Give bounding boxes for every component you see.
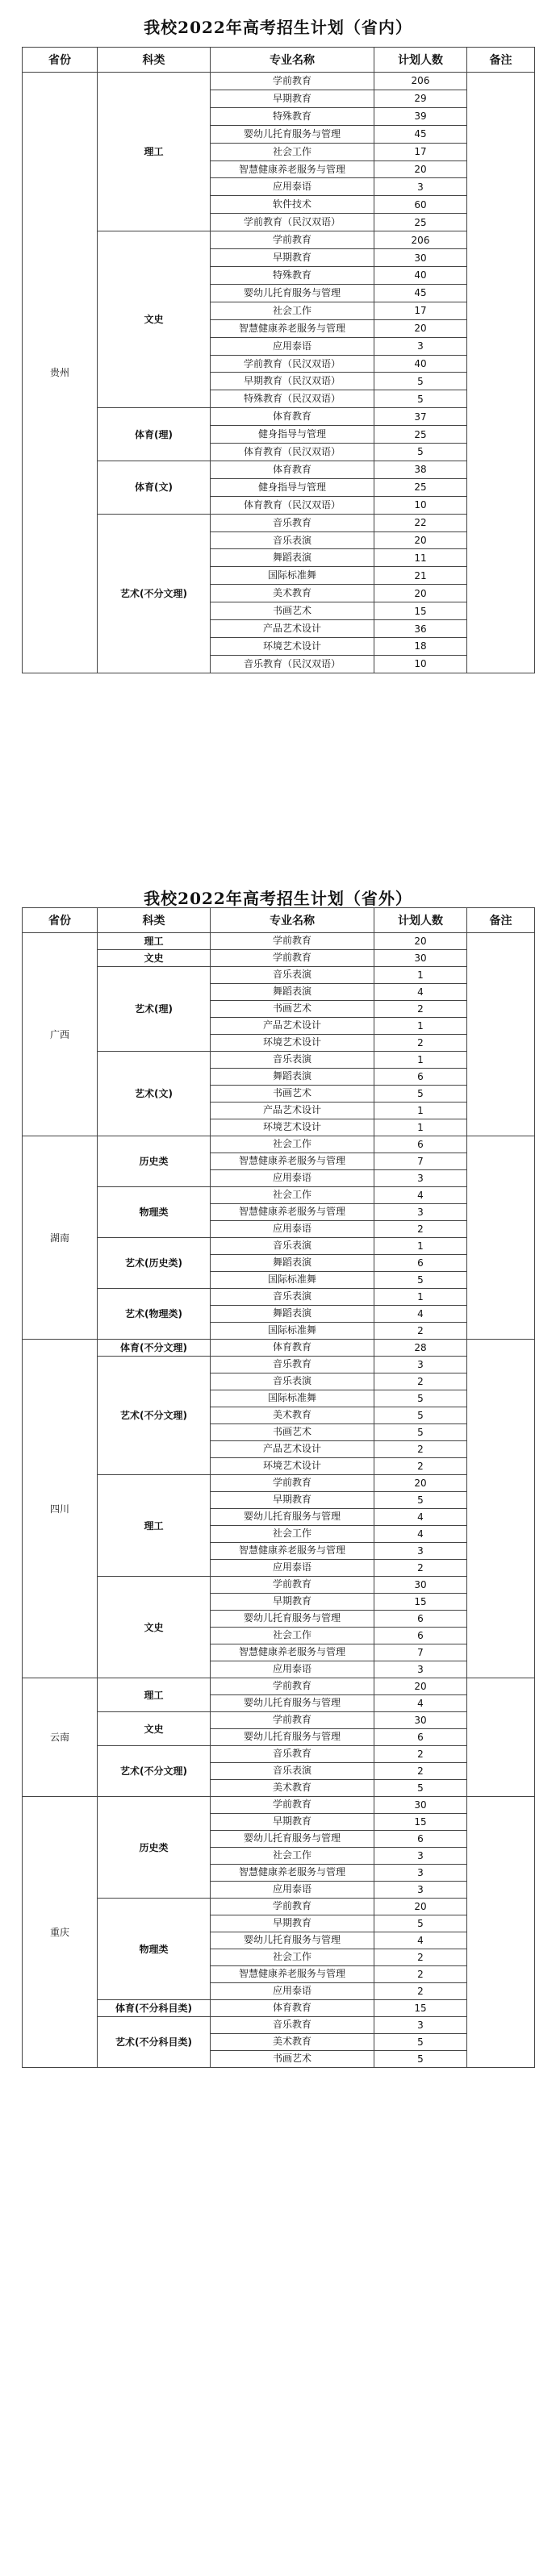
- subject-cell: 理工: [98, 1678, 211, 1712]
- count-cell: 5: [374, 1272, 467, 1289]
- count-cell: 11: [374, 549, 467, 567]
- table-row: [23, 514, 535, 531]
- count-cell: 37: [374, 408, 467, 426]
- count-cell: 5: [374, 1424, 467, 1441]
- major-cell: 应用泰语: [211, 1983, 374, 2000]
- count-cell: 2: [374, 1001, 467, 1018]
- count-cell: 3: [374, 1848, 467, 1865]
- count-cell: 30: [374, 1577, 467, 1594]
- note-cell: [467, 73, 535, 673]
- count-cell: 6: [374, 1729, 467, 1746]
- major-cell: 社会工作: [211, 1848, 374, 1865]
- major-cell: 产品艺术设计: [211, 1103, 374, 1119]
- count-cell: 2: [374, 1949, 467, 1966]
- major-cell: 软件技术: [211, 196, 374, 214]
- province-cell: 贵州: [23, 73, 98, 673]
- subject-cell: 艺术(历史类): [98, 1238, 211, 1289]
- count-cell: 6: [374, 1136, 467, 1153]
- province-cell: 广西: [23, 933, 98, 1136]
- count-cell: 15: [374, 2000, 467, 2017]
- subject-cell: 理工: [98, 73, 211, 231]
- subject-cell: 物理类: [98, 1899, 211, 2000]
- header-row: [23, 908, 535, 933]
- major-cell: 学前教育: [211, 231, 374, 249]
- major-cell: 社会工作: [211, 1949, 374, 1966]
- count-cell: 2: [374, 1221, 467, 1238]
- major-cell: 舞蹈表演: [211, 1069, 374, 1086]
- count-cell: 6: [374, 1611, 467, 1628]
- count-cell: 3: [374, 1204, 467, 1221]
- count-cell: 20: [374, 1899, 467, 1915]
- subject-cell: 理工: [98, 1475, 211, 1577]
- subject-cell: 体育(文): [98, 461, 211, 514]
- major-cell: 社会工作: [211, 1136, 374, 1153]
- count-cell: 2: [374, 1441, 467, 1458]
- count-cell: 45: [374, 284, 467, 302]
- table-row: [23, 1289, 535, 1306]
- major-cell: 书画艺术: [211, 2051, 374, 2068]
- major-cell: 学前教育: [211, 950, 374, 967]
- header-row: [23, 48, 535, 73]
- major-cell: 早期教育（民汉双语）: [211, 373, 374, 390]
- count-cell: 6: [374, 1831, 467, 1848]
- section-title: 我校2022年高考招生计划（省内）: [144, 18, 412, 37]
- count-cell: 5: [374, 1492, 467, 1509]
- count-cell: 40: [374, 266, 467, 284]
- major-cell: 舞蹈表演: [211, 1255, 374, 1272]
- major-cell: 健身指导与管理: [211, 478, 374, 496]
- count-cell: 2: [374, 1983, 467, 2000]
- major-cell: 国际标准舞: [211, 1390, 374, 1407]
- major-cell: 应用泰语: [211, 1170, 374, 1187]
- note-cell: [467, 1678, 535, 1797]
- major-cell: 社会工作: [211, 143, 374, 160]
- header-count: 计划人数: [374, 48, 467, 73]
- major-cell: 音乐表演: [211, 1238, 374, 1255]
- count-cell: 39: [374, 107, 467, 125]
- count-cell: 2: [374, 1323, 467, 1340]
- major-cell: 学前教育: [211, 1475, 374, 1492]
- major-cell: 环境艺术设计: [211, 1035, 374, 1052]
- major-cell: 音乐教育: [211, 1357, 374, 1373]
- count-cell: 3: [374, 1661, 467, 1678]
- subject-cell: 历史类: [98, 1797, 211, 1899]
- header-major: 专业名称: [211, 48, 374, 73]
- major-cell: 音乐教育（民汉双语）: [211, 655, 374, 673]
- major-cell: 国际标准舞: [211, 567, 374, 585]
- count-cell: 1: [374, 1119, 467, 1136]
- count-cell: 15: [374, 1814, 467, 1831]
- major-cell: 体育教育: [211, 461, 374, 478]
- major-cell: 婴幼儿托育服务与管理: [211, 1695, 374, 1712]
- province-cell: 重庆: [23, 1797, 98, 2068]
- count-cell: 2: [374, 1035, 467, 1052]
- major-cell: 早期教育: [211, 1492, 374, 1509]
- major-cell: 音乐表演: [211, 1763, 374, 1780]
- count-cell: 30: [374, 1797, 467, 1814]
- count-cell: 3: [374, 1170, 467, 1187]
- major-cell: 书画艺术: [211, 1424, 374, 1441]
- count-cell: 20: [374, 531, 467, 549]
- major-cell: 婴幼儿托育服务与管理: [211, 1611, 374, 1628]
- count-cell: 17: [374, 302, 467, 319]
- major-cell: 智慧健康养老服务与管理: [211, 1153, 374, 1170]
- subject-cell: 体育(不分科目类): [98, 2000, 211, 2017]
- count-cell: 20: [374, 319, 467, 337]
- table-row: [23, 1899, 535, 1915]
- major-cell: 学前教育: [211, 1899, 374, 1915]
- major-cell: 应用泰语: [211, 178, 374, 196]
- count-cell: 4: [374, 984, 467, 1001]
- header-subject: 科类: [98, 908, 211, 933]
- count-cell: 4: [374, 1695, 467, 1712]
- major-cell: 智慧健康养老服务与管理: [211, 1644, 374, 1661]
- count-cell: 4: [374, 1187, 467, 1204]
- count-cell: 38: [374, 461, 467, 478]
- count-cell: 22: [374, 514, 467, 531]
- major-cell: 早期教育: [211, 249, 374, 267]
- header-note: 备注: [467, 48, 535, 73]
- major-cell: 早期教育: [211, 90, 374, 107]
- table-row: [23, 231, 535, 249]
- subject-cell: 文史: [98, 231, 211, 408]
- subject-cell: 艺术(不分文理): [98, 514, 211, 673]
- major-cell: 音乐教育: [211, 514, 374, 531]
- count-cell: 20: [374, 585, 467, 602]
- count-cell: 10: [374, 496, 467, 514]
- count-cell: 21: [374, 567, 467, 585]
- count-cell: 2: [374, 1746, 467, 1763]
- table-row: [23, 1475, 535, 1492]
- major-cell: 美术教育: [211, 585, 374, 602]
- count-cell: 6: [374, 1255, 467, 1272]
- count-cell: 1: [374, 1238, 467, 1255]
- table-row: [23, 73, 535, 90]
- major-cell: 国际标准舞: [211, 1272, 374, 1289]
- count-cell: 5: [374, 2051, 467, 2068]
- major-cell: 婴幼儿托育服务与管理: [211, 1729, 374, 1746]
- major-cell: 社会工作: [211, 1187, 374, 1204]
- table-row: [23, 1357, 535, 1373]
- major-cell: 学前教育: [211, 933, 374, 950]
- count-cell: 3: [374, 2017, 467, 2034]
- count-cell: 17: [374, 143, 467, 160]
- count-cell: 15: [374, 1594, 467, 1611]
- major-cell: 智慧健康养老服务与管理: [211, 1865, 374, 1882]
- table-row: [23, 933, 535, 950]
- count-cell: 5: [374, 390, 467, 408]
- count-cell: 5: [374, 1915, 467, 1932]
- major-cell: 体育教育（民汉双语）: [211, 496, 374, 514]
- major-cell: 学前教育: [211, 1712, 374, 1729]
- count-cell: 5: [374, 1390, 467, 1407]
- major-cell: 美术教育: [211, 1780, 374, 1797]
- subject-cell: 艺术(文): [98, 1052, 211, 1136]
- subject-cell: 艺术(理): [98, 967, 211, 1052]
- table-row: [23, 1187, 535, 1204]
- major-cell: 应用泰语: [211, 1560, 374, 1577]
- note-cell: [467, 933, 535, 1136]
- table-row: [23, 1136, 535, 1153]
- header-major: 专业名称: [211, 908, 374, 933]
- count-cell: 4: [374, 1932, 467, 1949]
- major-cell: 美术教育: [211, 1407, 374, 1424]
- major-cell: 智慧健康养老服务与管理: [211, 319, 374, 337]
- count-cell: 25: [374, 478, 467, 496]
- major-cell: 社会工作: [211, 1526, 374, 1543]
- major-cell: 早期教育: [211, 1814, 374, 1831]
- major-cell: 体育教育（民汉双语）: [211, 444, 374, 461]
- count-cell: 5: [374, 1086, 467, 1103]
- table-row: [23, 1678, 535, 1695]
- count-cell: 30: [374, 950, 467, 967]
- major-cell: 体育教育: [211, 408, 374, 426]
- count-cell: 3: [374, 1865, 467, 1882]
- count-cell: 25: [374, 214, 467, 231]
- count-cell: 1: [374, 1018, 467, 1035]
- count-cell: 20: [374, 1678, 467, 1695]
- count-cell: 2: [374, 1373, 467, 1390]
- count-cell: 20: [374, 933, 467, 950]
- table-row: [23, 1577, 535, 1594]
- major-cell: 舞蹈表演: [211, 549, 374, 567]
- count-cell: 40: [374, 355, 467, 373]
- count-cell: 30: [374, 1712, 467, 1729]
- table-row: [23, 2000, 535, 2017]
- major-cell: 音乐教育: [211, 2017, 374, 2034]
- subject-cell: 理工: [98, 933, 211, 950]
- major-cell: 音乐表演: [211, 1289, 374, 1306]
- major-cell: 社会工作: [211, 1628, 374, 1644]
- table-row: [23, 1797, 535, 1814]
- subject-cell: 艺术(不分文理): [98, 1357, 211, 1475]
- major-cell: 婴幼儿托育服务与管理: [211, 1509, 374, 1526]
- count-cell: 6: [374, 1628, 467, 1644]
- province-cell: 湖南: [23, 1136, 98, 1340]
- subject-cell: 艺术(不分科目类): [98, 2017, 211, 2068]
- major-cell: 学前教育（民汉双语）: [211, 214, 374, 231]
- count-cell: 1: [374, 967, 467, 984]
- major-cell: 学前教育: [211, 1797, 374, 1814]
- count-cell: 3: [374, 1543, 467, 1560]
- plan-table: [22, 907, 535, 2068]
- major-cell: 音乐表演: [211, 967, 374, 984]
- count-cell: 3: [374, 1357, 467, 1373]
- major-cell: 应用泰语: [211, 1221, 374, 1238]
- subject-cell: 体育(不分文理): [98, 1340, 211, 1357]
- count-cell: 1: [374, 1052, 467, 1069]
- count-cell: 6: [374, 1069, 467, 1086]
- major-cell: 书画艺术: [211, 1086, 374, 1103]
- major-cell: 学前教育: [211, 1577, 374, 1594]
- subject-cell: 文史: [98, 1712, 211, 1746]
- note-cell: [467, 1340, 535, 1678]
- major-cell: 婴幼儿托育服务与管理: [211, 1831, 374, 1848]
- major-cell: 国际标准舞: [211, 1323, 374, 1340]
- major-cell: 早期教育: [211, 1915, 374, 1932]
- count-cell: 20: [374, 1475, 467, 1492]
- subject-cell: 艺术(物理类): [98, 1289, 211, 1340]
- count-cell: 10: [374, 655, 467, 673]
- count-cell: 60: [374, 196, 467, 214]
- count-cell: 5: [374, 2034, 467, 2051]
- count-cell: 3: [374, 337, 467, 355]
- count-cell: 25: [374, 426, 467, 444]
- header-subject: 科类: [98, 48, 211, 73]
- count-cell: 30: [374, 249, 467, 267]
- province-cell: 四川: [23, 1340, 98, 1678]
- count-cell: 2: [374, 1763, 467, 1780]
- major-cell: 社会工作: [211, 302, 374, 319]
- count-cell: 2: [374, 1458, 467, 1475]
- table-row: [23, 461, 535, 478]
- major-cell: 应用泰语: [211, 337, 374, 355]
- count-cell: 206: [374, 231, 467, 249]
- table-row: [23, 1712, 535, 1729]
- major-cell: 智慧健康养老服务与管理: [211, 1966, 374, 1983]
- count-cell: 2: [374, 1560, 467, 1577]
- header-province: 省份: [23, 908, 98, 933]
- count-cell: 1: [374, 1103, 467, 1119]
- major-cell: 学前教育: [211, 1678, 374, 1695]
- count-cell: 3: [374, 178, 467, 196]
- table-row: [23, 1340, 535, 1357]
- major-cell: 音乐表演: [211, 1373, 374, 1390]
- major-cell: 音乐教育: [211, 1746, 374, 1763]
- section-title: 我校2022年高考招生计划（省外）: [144, 889, 412, 908]
- header-province: 省份: [23, 48, 98, 73]
- major-cell: 特殊教育（民汉双语）: [211, 390, 374, 408]
- major-cell: 特殊教育: [211, 107, 374, 125]
- count-cell: 45: [374, 125, 467, 143]
- major-cell: 美术教育: [211, 2034, 374, 2051]
- major-cell: 音乐表演: [211, 531, 374, 549]
- major-cell: 健身指导与管理: [211, 426, 374, 444]
- major-cell: 婴幼儿托育服务与管理: [211, 1932, 374, 1949]
- province-cell: 云南: [23, 1678, 98, 1797]
- count-cell: 2: [374, 1966, 467, 1983]
- header-note: 备注: [467, 908, 535, 933]
- major-cell: 书画艺术: [211, 1001, 374, 1018]
- count-cell: 29: [374, 90, 467, 107]
- count-cell: 20: [374, 160, 467, 178]
- major-cell: 环境艺术设计: [211, 1458, 374, 1475]
- major-cell: 学前教育: [211, 73, 374, 90]
- table-row: [23, 2017, 535, 2034]
- table-row: [23, 1746, 535, 1763]
- major-cell: 体育教育: [211, 1340, 374, 1357]
- count-cell: 4: [374, 1509, 467, 1526]
- major-cell: 婴幼儿托育服务与管理: [211, 284, 374, 302]
- count-cell: 1: [374, 1289, 467, 1306]
- count-cell: 28: [374, 1340, 467, 1357]
- count-cell: 18: [374, 638, 467, 656]
- major-cell: 环境艺术设计: [211, 1119, 374, 1136]
- count-cell: 5: [374, 444, 467, 461]
- major-cell: 婴幼儿托育服务与管理: [211, 125, 374, 143]
- count-cell: 36: [374, 620, 467, 638]
- major-cell: 智慧健康养老服务与管理: [211, 160, 374, 178]
- major-cell: 智慧健康养老服务与管理: [211, 1204, 374, 1221]
- major-cell: 舞蹈表演: [211, 984, 374, 1001]
- subject-cell: 历史类: [98, 1136, 211, 1187]
- major-cell: 特殊教育: [211, 266, 374, 284]
- table-row: [23, 950, 535, 967]
- major-cell: 舞蹈表演: [211, 1306, 374, 1323]
- count-cell: 15: [374, 602, 467, 620]
- major-cell: 应用泰语: [211, 1661, 374, 1678]
- major-cell: 环境艺术设计: [211, 638, 374, 656]
- major-cell: 早期教育: [211, 1594, 374, 1611]
- count-cell: 4: [374, 1526, 467, 1543]
- count-cell: 5: [374, 1780, 467, 1797]
- note-cell: [467, 1136, 535, 1340]
- count-cell: 7: [374, 1153, 467, 1170]
- subject-cell: 文史: [98, 950, 211, 967]
- table-row: [23, 1238, 535, 1255]
- table-row: [23, 967, 535, 984]
- count-cell: 206: [374, 73, 467, 90]
- plan-table: [22, 47, 535, 673]
- major-cell: 应用泰语: [211, 1882, 374, 1899]
- table-row: [23, 1052, 535, 1069]
- count-cell: 4: [374, 1306, 467, 1323]
- major-cell: 学前教育（民汉双语）: [211, 355, 374, 373]
- major-cell: 音乐表演: [211, 1052, 374, 1069]
- count-cell: 7: [374, 1644, 467, 1661]
- major-cell: 产品艺术设计: [211, 620, 374, 638]
- major-cell: 智慧健康养老服务与管理: [211, 1543, 374, 1560]
- subject-cell: 文史: [98, 1577, 211, 1678]
- count-cell: 5: [374, 1407, 467, 1424]
- subject-cell: 物理类: [98, 1187, 211, 1238]
- subject-cell: 艺术(不分文理): [98, 1746, 211, 1797]
- count-cell: 3: [374, 1882, 467, 1899]
- major-cell: 体育教育: [211, 2000, 374, 2017]
- major-cell: 产品艺术设计: [211, 1018, 374, 1035]
- major-cell: 产品艺术设计: [211, 1441, 374, 1458]
- header-count: 计划人数: [374, 908, 467, 933]
- table-row: [23, 408, 535, 426]
- major-cell: 书画艺术: [211, 602, 374, 620]
- note-cell: [467, 1797, 535, 2068]
- count-cell: 5: [374, 373, 467, 390]
- subject-cell: 体育(理): [98, 408, 211, 461]
